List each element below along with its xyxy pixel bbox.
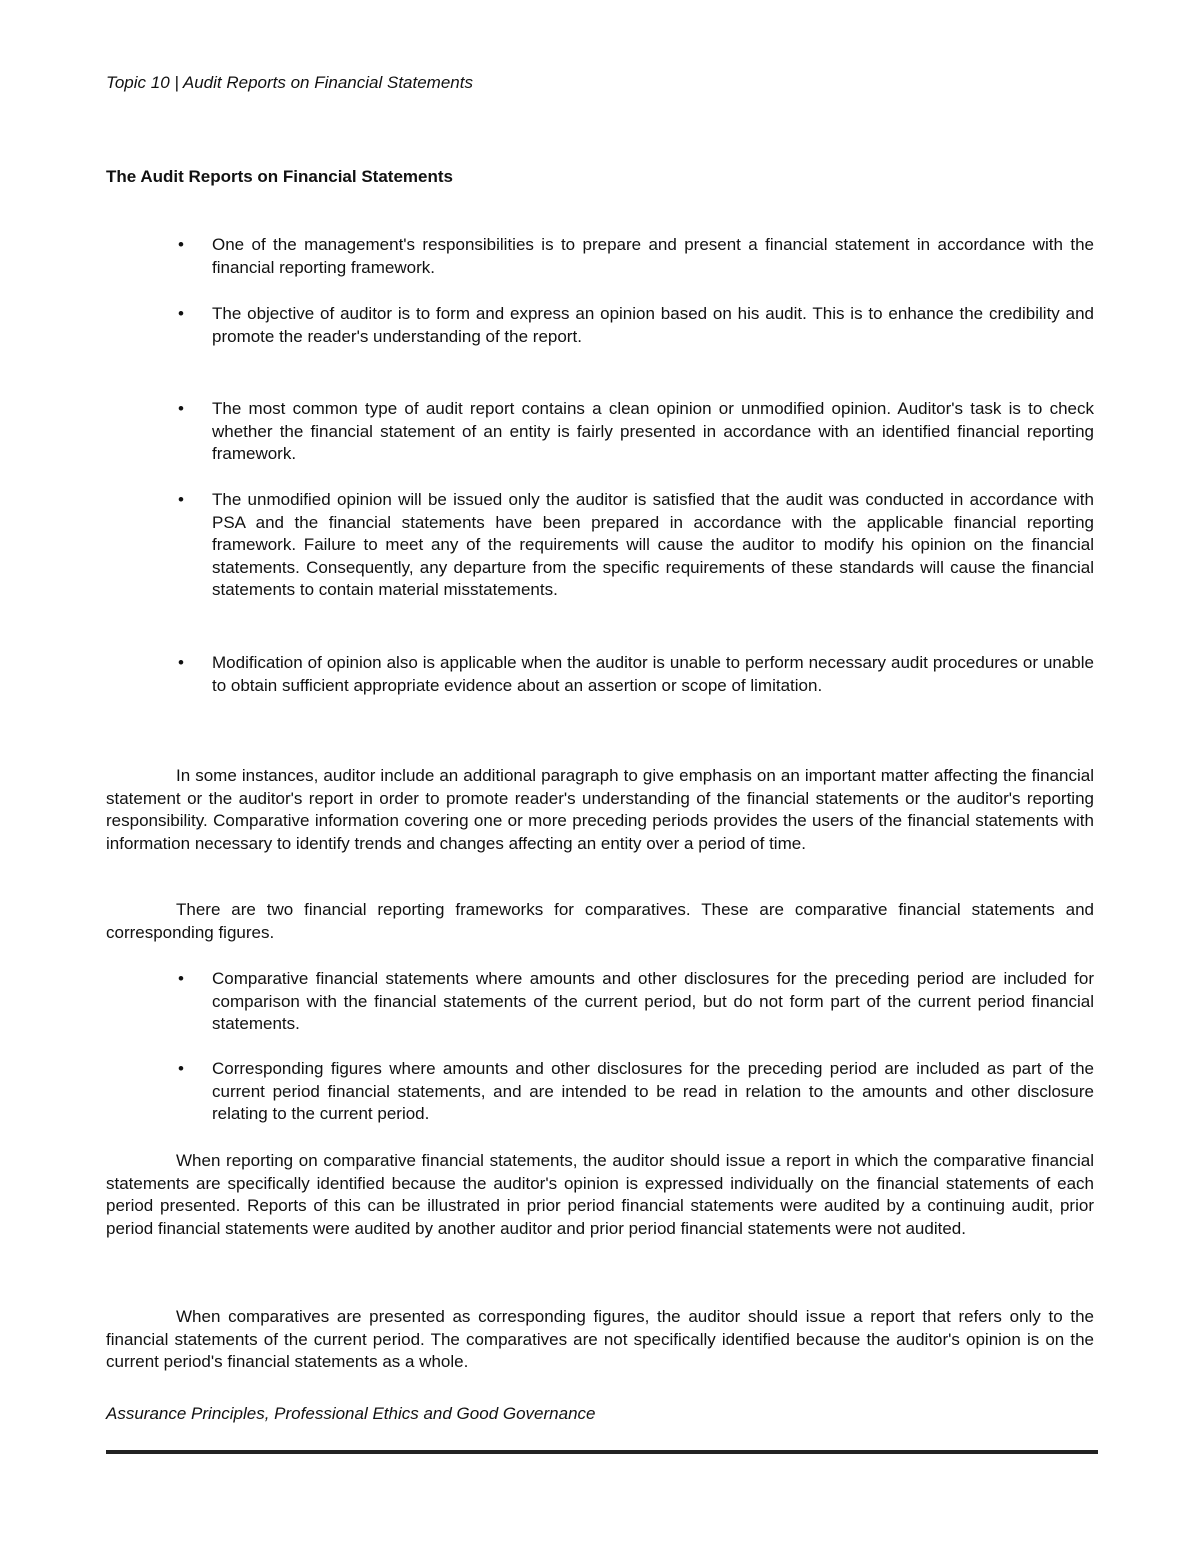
bullet-text: Comparative financial statements where amounts and other disclosures for the preceding period are included for comparison with the financial statements of the current period, but do not form part of the current period financial statements.	[212, 969, 1094, 1034]
bullet-item	[106, 234, 1094, 279]
bullet-item	[106, 398, 1094, 466]
bullet-item	[106, 1058, 1094, 1126]
paragraph-text: When reporting on comparative financial statements, the auditor should issue a report in which the comparative financial statements are specifically identified because the auditor's opinion is expressed individually on the financial statements of each period presented. Reports of this can be illustrated in prior period financial statements were audited by a continuing audit, prior period financial statements were audited by another auditor and prior period financial statements were not audited.	[106, 1151, 1094, 1238]
body-paragraph	[106, 899, 1094, 944]
bullet-icon: •	[178, 235, 184, 254]
bullet-icon: •	[178, 490, 184, 509]
bullet-text: The most common type of audit report contains a clean opinion or unmodified opinion. Auditor's task is to check whether the financial statement of an entity is fairly presented in accordance with an identified financial reporting framework.	[212, 399, 1094, 464]
footer-text: Assurance Principles, Professional Ethics and Good Governance	[106, 1404, 596, 1423]
bullet-item	[106, 489, 1094, 602]
body-paragraph	[106, 765, 1094, 855]
bullet-text: The objective of auditor is to form and express an opinion based on his audit. This is to enhance the credibility and promote the reader's understanding of the report.	[212, 304, 1094, 346]
body-paragraph	[106, 1306, 1094, 1374]
bullet-icon: •	[178, 304, 184, 323]
bullet-text: One of the management's responsibilities is to prepare and present a financial statement in accordance with the financial reporting framework.	[212, 235, 1094, 277]
bullet-item	[106, 303, 1094, 348]
bullet-text: The unmodified opinion will be issued only the auditor is satisfied that the audit was conducted in accordance with PSA and the financial statements have been prepared in accordance with the applicable financial reporting framework. Failure to meet any of the requirements will cause the auditor to modify his opinion on the financial statements. Consequently, any departure from the specific requirements of these standards will cause the financial statements to contain material misstatements.	[212, 490, 1094, 600]
paragraph-text: When comparatives are presented as corresponding figures, the auditor should issue a report that refers only to the financial statements of the current period. The comparatives are not specifically identified because the auditor's opinion is on the current period's financial statements as a whole.	[106, 1307, 1094, 1372]
running-header: Topic 10 | Audit Reports on Financial Statements	[106, 73, 473, 92]
bullet-item	[106, 968, 1094, 1036]
footer-divider	[106, 1450, 1098, 1454]
bullet-icon: •	[178, 1059, 184, 1078]
bullet-text: Modification of opinion also is applicable when the auditor is unable to perform necessary audit procedures or unable to obtain sufficient appropriate evidence about an assertion or scope of limitation.	[212, 653, 1094, 695]
bullet-icon: •	[178, 399, 184, 418]
bullet-icon: •	[178, 969, 184, 988]
section-title: The Audit Reports on Financial Statements	[106, 167, 453, 186]
bullet-item	[106, 652, 1094, 697]
paragraph-text: There are two financial reporting frameworks for comparatives. These are comparative financial statements and corresponding figures.	[106, 900, 1094, 942]
paragraph-text: In some instances, auditor include an additional paragraph to give emphasis on an important matter affecting the financial statement or the auditor's report in order to promote reader's understanding of the financial statements or the auditor's reporting responsibility. Comparative information covering one or more preceding periods provides the users of the financial statements with information necessary to identify trends and changes affecting an entity over a period of time.	[106, 766, 1094, 853]
bullet-icon: •	[178, 653, 184, 672]
body-paragraph	[106, 1150, 1094, 1240]
bullet-text: Corresponding figures where amounts and other disclosures for the preceding period are included as part of the current period financial statements, and are intended to be read in relation to the amounts and other disclosure relating to the current period.	[212, 1059, 1094, 1124]
